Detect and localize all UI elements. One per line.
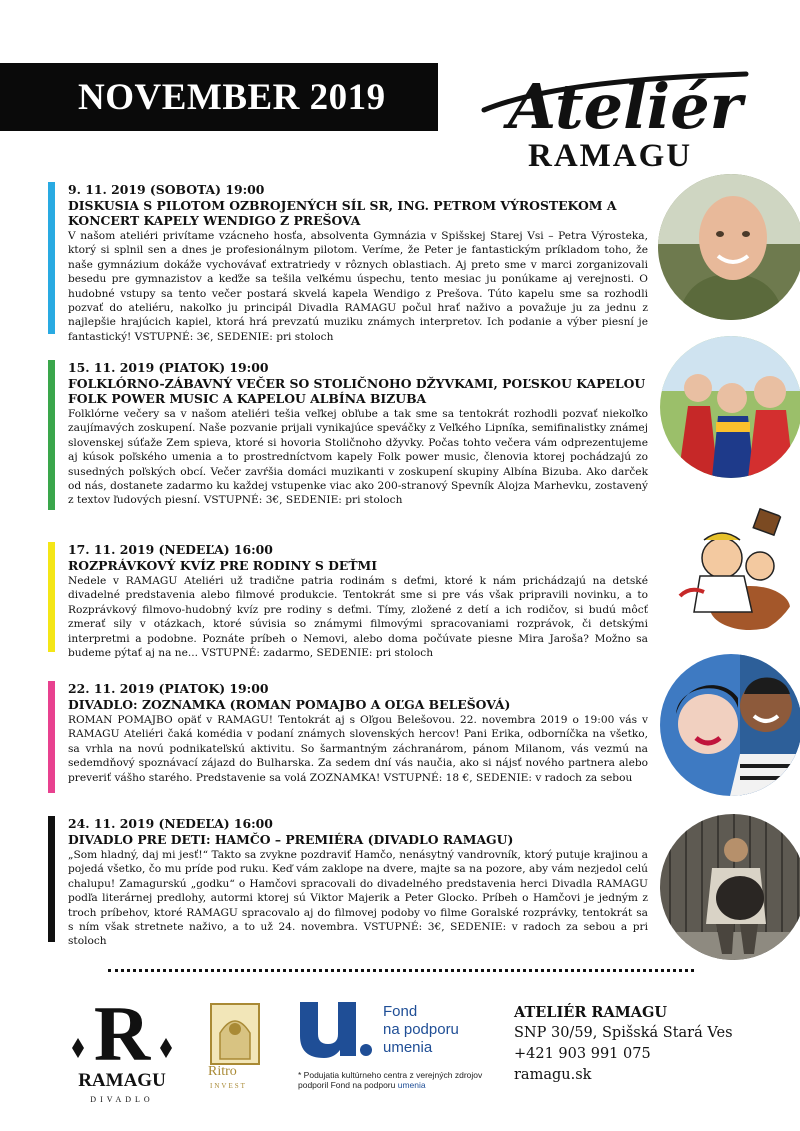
fond-line-1: Fond	[383, 1003, 418, 1020]
logo-ramagu: RAMAGU	[528, 138, 693, 174]
event-5-headline: DIVADLO PRE DETI: HAMČO – PREMIÉRA (DIVADLO RAMAGU)	[68, 832, 514, 847]
event-2-date: 15. 11. 2019 (PIATOK) 19:00	[68, 360, 269, 375]
contact-address: SNP 30/59, Spišská Stará Ves	[514, 1025, 733, 1041]
fond-text	[383, 1003, 459, 1057]
fond-line-2: na podporu	[383, 1021, 459, 1038]
event-1-headline: DISKUSIA S PILOTOM OZBROJENÝCH SÍL SR, ING. PETROM VÝROSTEKOM A KONCERT KAPELY WENDIGO Z PREŠOVA	[68, 198, 617, 228]
event-3-headline: ROZPRÁVKOVÝ KVÍZ PRE RODINY S DEŤMI	[68, 558, 378, 573]
svg-text:R: R	[93, 998, 151, 1077]
event-4-text: ROMAN POMAJBO opäť v RAMAGU! Tentokrát aj s Oľgou Belešovou. 22. novembra 2019 o 19:00 vás v RAMAGU Ateliéri čaká komédia v podaní známych slovenských hercov! Pani Erika, odborníčka na všetko, sa vrhla na novú podnikateľskú aktivitu. So šarmantným záchranárom, pánom Milanom, vás vezmú na sedemdňový spoznávací zájazd do Bulharska. Za sedem dní vás naučia, ako si nájsť nového partnera alebo preveriť vášho starého. Predstavenie sa volá ZOZNAMKA! VSTUPNÉ: 18 €, SEDENIE: v radoch za sebou	[68, 714, 648, 784]
fond-u-logo	[296, 998, 372, 1060]
photo-actors	[660, 654, 800, 796]
event-2-text: Folklórne večery sa v našom ateliéri tešia veľkej obľube a tak sme sa tentokrát rozhodli pozvať niekoľko zaujímavých zoskupení. Naše pozvanie prijali vynikajúce speváčky z Veľkého Lipníka, semifinalistky známej slovenskej súťaže Zem spieva, ktoré si hovoria Stoličnoho džyvky. Počas tohto večera vám odprezentujeme aj kúsok poľského umenia a to prostredníctvom kapely Folk power music, členovia ktorej pochádzajú zo susedných poľských obcí. Večer zavŕšia domáci muzikanti v zoskupení skupiny Albína Bizuba. Ako darček od nás, dostanete zadarmo ku každej vstupenke viac ako 200-stranový Spevník Alojza Marhevku, zostavený z textov ľudových piesní. VSTUPNÉ: 3€, SEDENIE: pri stoloch	[68, 408, 648, 507]
contact-website-link[interactable]: ramagu.sk	[514, 1067, 592, 1083]
event-3	[48, 542, 648, 660]
footer-divider	[108, 969, 694, 972]
ritro-name: Ritro	[208, 1064, 237, 1079]
event-3-text: Nedele v RAMAGU Ateliéri už tradične patria rodinám s deťmi, ktoré k nám prichádzajú na detské divadelné predstavenia alebo filmové produkcie. Tentokrát sme si pre vás však pripravili novinku, a to Rozprávkový filmovo-hudobný kvíz pre rodiny s deťmi. Tímy, zložené z detí a ich rodičov, si budú môcť zmerať sily v otázkach, ktoré súvisia so známymi filmovými spracovaniami rozprávok, či detskými interpretmi a podobne. Poznáte príbeh o Nemovi, alebo doma počúvate piesne Mira Jaroša? Možno sa budeme pýtať aj na ne... VSTUPNÉ: zadarmo, SEDENIE: pri stoloch	[68, 575, 648, 660]
event-5-text: „Som hladný, daj mi jesť!“ Takto sa zvykne pozdraviť Hamčo, nenásytný vandrovník, ktorý putuje krajinou a pojedá všetko, čo mu príde pod ruku. Keď vám zaklope na dvere, majte sa na pozore, aby vám nezjedol celú chalupu! Zamagurskú „godku“ o Hamčovi spracovali do divadelného predstavenia herci Divadla RAMAGU podľa literárnej predlohy, autormi ktorej sú Viktor Majerik a Peter Glocko. Príbeh o Hamčovi je jedným z troch príbehov, ktoré RAMAGU spracovalo aj do filmovej podoby vo filme Goralské rozprávky, tentokrát sa s ním však stretnete naživo, a to už 24. novembra. VSTUPNÉ: 3€, SEDENIE: v radoch za sebou a pri stoloch	[68, 849, 648, 948]
event-1-color-bar	[48, 182, 55, 334]
logo-script-text: Ateliér	[508, 70, 743, 143]
event-3-date: 17. 11. 2019 (NEDEĽA) 16:00	[68, 542, 273, 557]
event-2	[48, 360, 648, 510]
event-1	[48, 182, 648, 343]
event-4	[48, 681, 648, 793]
fond-note-umenia: umenia	[397, 1080, 426, 1090]
atelier-script-logo	[478, 48, 758, 148]
ramagu-divadlo-logo	[70, 998, 174, 1118]
event-4-headline: DIVADLO: ZOZNAMKA (ROMAN POMAJBO A OĽGA BELEŠOVÁ)	[68, 697, 511, 712]
event-2-color-bar	[48, 360, 55, 510]
photo-pilot	[658, 174, 800, 320]
fond-note	[298, 1070, 488, 1090]
ritro-sub: INVEST	[210, 1082, 247, 1090]
fond-line-3: umenia	[383, 1039, 433, 1056]
photo-folk-singers	[660, 336, 800, 478]
contact-phone[interactable]: +421 903 991 075	[514, 1046, 651, 1062]
contact-block	[514, 1002, 733, 1086]
photo-hamco	[660, 814, 800, 960]
fond-note-main: * Podujatia kultúrneho centra z verejných zdrojov podporil Fond na podporu	[298, 1070, 483, 1090]
event-4-color-bar	[48, 681, 55, 793]
event-1-text: V našom ateliéri privítame vzácneho hosťa, absolventa Gymnázia v Spišskej Starej Vsi – Petra Výrosteka, ktorý si splnil sen a dnes je profesionálnym pilotom. Veríme, že Peter je fantastickým príkladom toho, že naše gymnázium dokáže vychovávať extratriedy v rôznych oblastiach. Aj preto sme v marci zorganizovali besedu pre gymnazistov a keďže sa tešila veľkému úspechu, tento mesiac ju ponúkame aj verejnosti. O hudobné vstupy sa tento večer postará skvelá kapela Wendigo z Prešova. Túto kapelu sme sa rozhodli pozvať do ateliéru, nakoľko ju principál Divadla RAMAGU počul hrať naživo a považuje ju za jednu z najlepšie hrajúcich kapiel, ktorá hrá prevzatú muziku známych interpretov. Ich podanie a výber piesní je fantastický! VSTUPNÉ: 3€, SEDENIE: pri stoloch	[68, 230, 648, 343]
event-1-date: 9. 11. 2019 (SOBOTA) 19:00	[68, 182, 265, 197]
ramagu-logo-name: RAMAGU	[78, 1070, 166, 1091]
event-5-color-bar	[48, 816, 55, 942]
event-4-date: 22. 11. 2019 (PIATOK) 19:00	[68, 681, 269, 696]
contact-name: ATELIÉR RAMAGU	[514, 1004, 668, 1021]
photo-cartoon	[660, 496, 800, 638]
page-title: NOVEMBER 2019	[78, 77, 386, 118]
event-2-headline: FOLKLÓRNO-ZÁBAVNÝ VEČER SO STOLIČNOHO DŽYVKAMI, POĽSKOU KAPELOU FOLK POWER MUSIC A KAPELOU ALBÍNA BIZUBA	[68, 376, 646, 406]
event-3-color-bar	[48, 542, 55, 652]
ritro-invest-logo	[210, 1003, 260, 1065]
event-5-date: 24. 11. 2019 (NEDEĽA) 16:00	[68, 816, 273, 831]
ramagu-logo-sub: DIVADLO	[90, 1095, 154, 1104]
event-5	[48, 816, 648, 948]
